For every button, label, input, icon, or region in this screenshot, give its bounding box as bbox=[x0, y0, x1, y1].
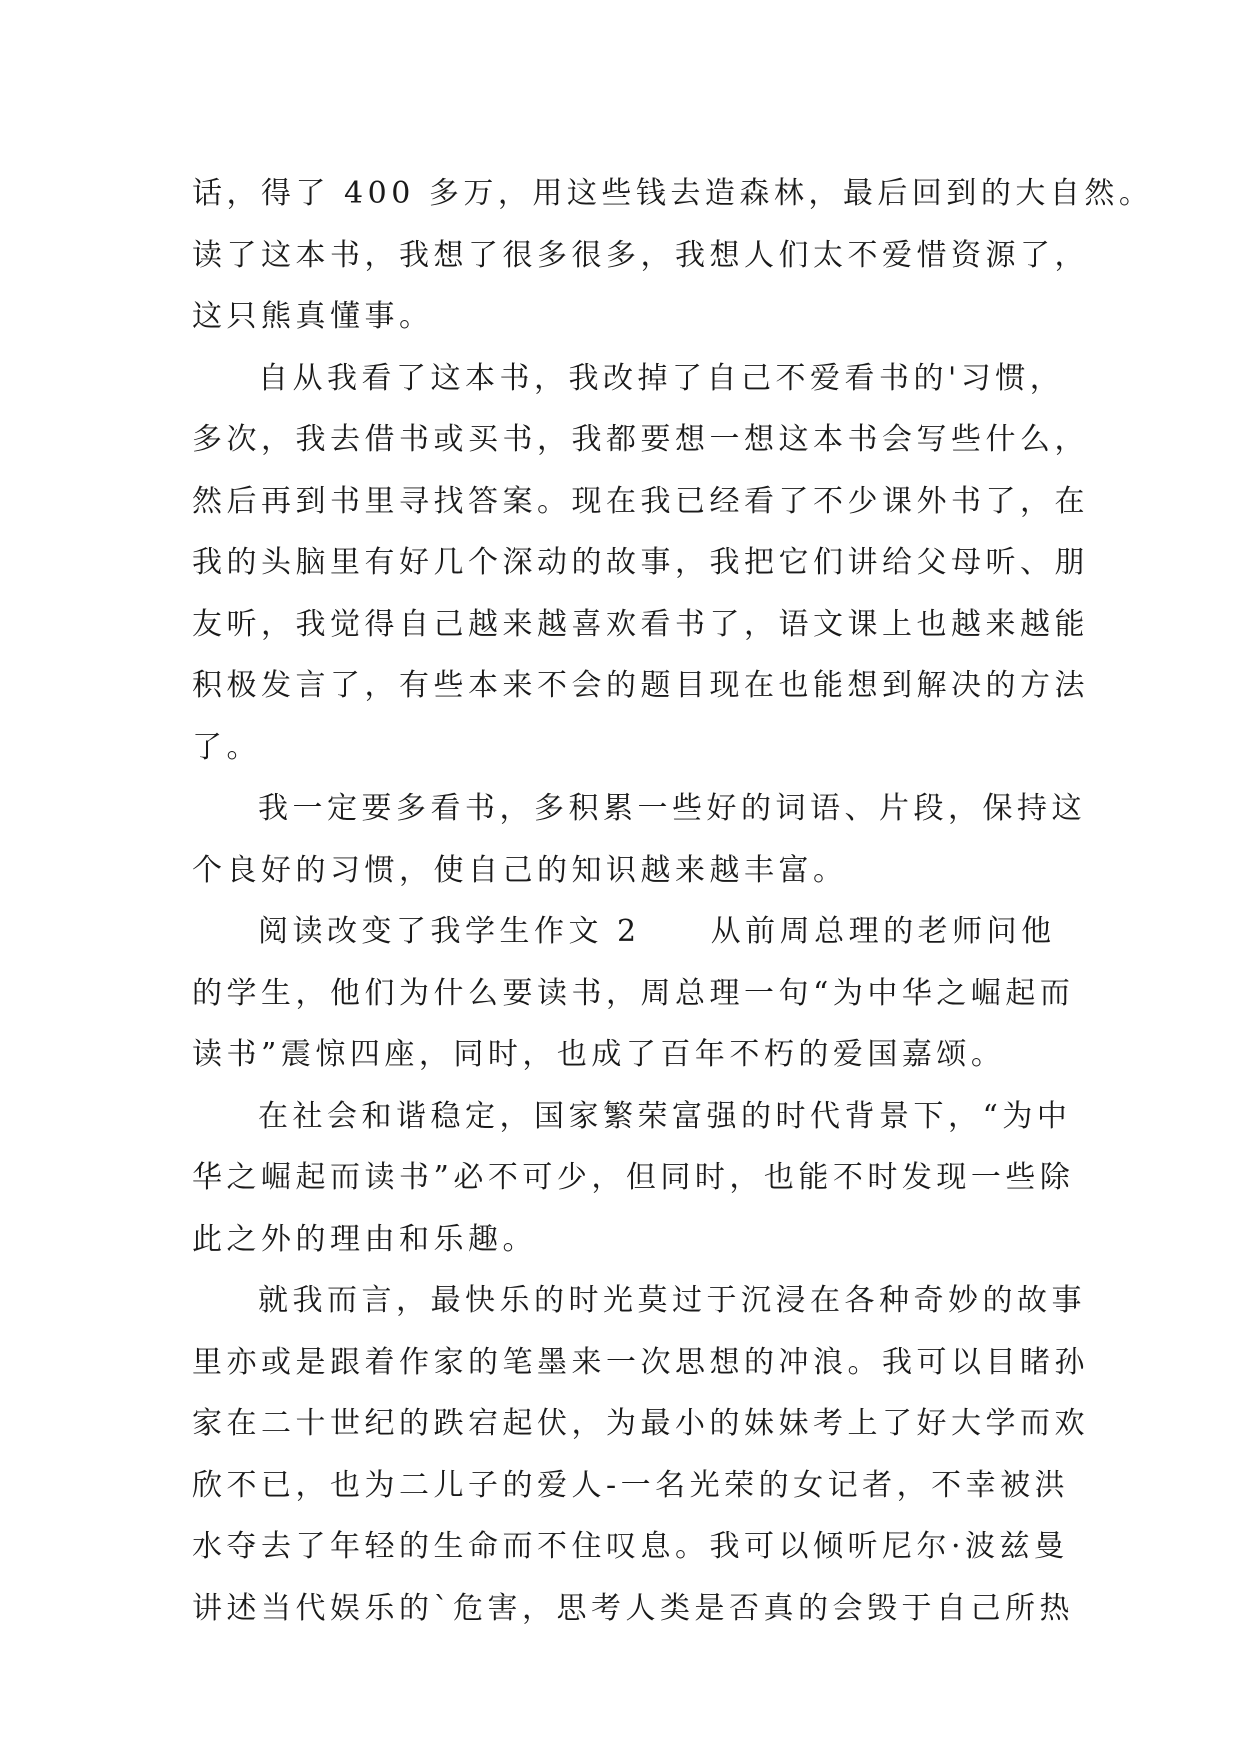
text-line: 了。 bbox=[192, 729, 261, 765]
document-body bbox=[192, 163, 1154, 1639]
text-line: 个良好的习惯，使自己的知识越来越丰富。 bbox=[192, 852, 848, 888]
text-line: 家在二十世纪的跌宕起伏，为最小的妹妹考上了好大学而欢 bbox=[192, 1406, 1089, 1441]
text-line: 这只熊真懂事。 bbox=[192, 299, 434, 334]
text-line: 欣不已，也为二儿子的爱人-一名光荣的女记者，不幸被洪 bbox=[192, 1467, 1070, 1503]
text-line: 的学生，他们为什么要读书，周总理一句“为中华之崛起而 bbox=[192, 975, 1075, 1011]
text-line: 多次，我去借书或买书，我都要想一想这本书会写些什么， bbox=[192, 422, 1089, 457]
text-line-continuation: 从前周总理的老师问他 bbox=[710, 914, 1056, 949]
text-line: 读书”震惊四座，同时，也成了百年不朽的爱国嘉颂。 bbox=[192, 1037, 1006, 1072]
text-line: 此之外的理由和乐趣。 bbox=[192, 1221, 537, 1257]
text-line: 华之崛起而读书”必不可少，但同时，也能不时发现一些除 bbox=[192, 1160, 1075, 1195]
text-line: 读了这本书，我想了很多很多，我想人们太不爱惜资源了， bbox=[192, 237, 1089, 273]
paragraph-start-line: 我一定要多看书，多积累一些好的词语、片段，保持这 bbox=[258, 791, 1086, 826]
paragraph-start-line: 在社会和谐稳定，国家繁荣富强的时代背景下，“为中 bbox=[258, 1098, 1072, 1134]
text-line: 水夺去了年轻的生命而不住叹息。我可以倾听尼尔·波兹曼 bbox=[192, 1529, 1069, 1564]
paragraph-start-line: 自从我看了这本书，我改掉了自己不爱看书的'习惯， bbox=[258, 360, 1065, 396]
text-line: 然后再到书里寻找答案。现在我已经看了不少课外书了，在 bbox=[192, 483, 1089, 519]
text-line: 讲述当代娱乐的`危害，思考人类是否真的会毁于自己所热 bbox=[192, 1590, 1074, 1626]
section-heading-line bbox=[192, 901, 1064, 963]
text-line: 话，得了 400 多万，用这些钱去造森林，最后回到的大自然。 bbox=[192, 176, 1154, 211]
text-line: 里亦或是跟着作家的笔墨来一次思想的冲浪。我可以目睹孙 bbox=[192, 1344, 1089, 1380]
paragraph-start-line: 就我而言，最快乐的时光莫过于沉浸在各种奇妙的故事 bbox=[258, 1283, 1086, 1318]
text-line: 我的头脑里有好几个深动的故事，我把它们讲给父母听、朋 bbox=[192, 545, 1089, 580]
section-heading: 阅读改变了我学生作文 2 bbox=[258, 914, 641, 949]
text-line: 积极发言了，有些本来不会的题目现在也能想到解决的方法 bbox=[192, 668, 1089, 703]
text-line: 友听，我觉得自己越来越喜欢看书了，语文课上也越来越能 bbox=[192, 606, 1089, 642]
